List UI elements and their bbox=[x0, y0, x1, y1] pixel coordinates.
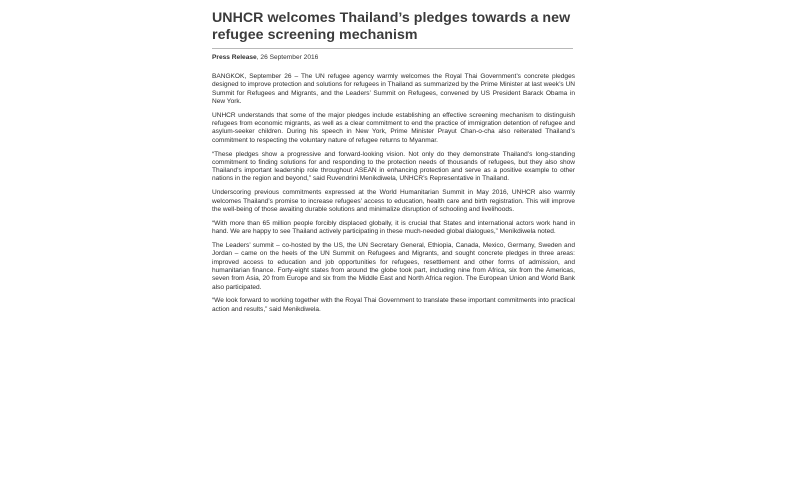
paragraph-quote-closing: “We look forward to working together with the Royal Thai Government to translate these important commitments into practical action and results,” said Menikdiwela. bbox=[212, 297, 575, 313]
paragraph-dateline: BANGKOK, September 26 – The UN refugee agency warmly welcomes the Royal Thai Government’s concrete pledges designed to improve protection and solutions for refugees in Thailand as summarized by the Prime Minister at last week’s UN Summit for Refugees and Migrants, and the Leaders’ Summit on Refugees, convened by US President Barack Obama in New York. bbox=[212, 73, 575, 105]
paragraph-pledges: UNHCR understands that some of the major pledges include establishing an effective screening mechanism to distinguish refugees from economic migrants, as well as a clear commitment to end the practice of immigration detention of refugee and asylum-seeker children. During his speech in New York, Prime Minister Prayut Chan-o-cha also reiterated Thailand’s commitment to respecting the voluntary nature of refugee returns to Myanmar. bbox=[212, 111, 575, 144]
title-divider bbox=[212, 48, 573, 49]
press-release-page bbox=[212, 0, 575, 320]
meta-date: 26 September 2016 bbox=[260, 54, 319, 61]
paragraph-leaders-summit: The Leaders’ summit – co-hosted by the US, the UN Secretary General, Ethiopia, Canada, Mexico, Germany, Sweden and Jordan – came on the heels of the UN Summit on Refugees and Migrants, and sought concrete pledges in three areas: improved access to education and job opportunities for refugees, resettlement and other forms of admission, and humanitarian finance. Forty-eight states from around the globe took part, including nine from Africa, six from the Americas, seven from Asia, 20 from Europe and six from the Middle East and North Africa region. The European Union and World Bank also participated. bbox=[212, 242, 575, 291]
document-meta bbox=[212, 53, 575, 62]
meta-separator: , bbox=[256, 54, 261, 61]
document-title: UNHCR welcomes Thailand’s pledges towards a new refugee screening mechanism bbox=[212, 10, 571, 43]
paragraph-quote-displaced: “With more than 65 million people forcibly displaced globally, it is crucial that States and international actors work hand in hand. We are happy to see Thailand actively participating in these much-needed global dialogues,” Menikdiwela noted. bbox=[212, 219, 575, 236]
paragraph-access: Underscoring previous commitments expressed at the World Humanitarian Summit in May 2016, UNHCR also warmly welcomes Thailand’s promise to increase refugees’ access to education, health care and birth registration. This will improve the well-being of those awaiting durable solutions and minimalize disruption of schooling and livelihoods. bbox=[212, 189, 575, 213]
paragraph-quote-vision: “These pledges show a progressive and forward-looking vision. Not only do they demonstrate Thailand’s long-standing commitment to finding solutions for and responding to the protection needs of thousands of refugees, but they also show Thailand’s important leadership role throughout ASEAN in enhancing protection and serve as a positive example to other nations in the region and beyond,” said Ruvendrini Menikdiwela, UNHCR’s Representative in Thailand. bbox=[212, 150, 575, 183]
document-body bbox=[212, 73, 575, 314]
meta-label: Press Release bbox=[212, 54, 257, 61]
